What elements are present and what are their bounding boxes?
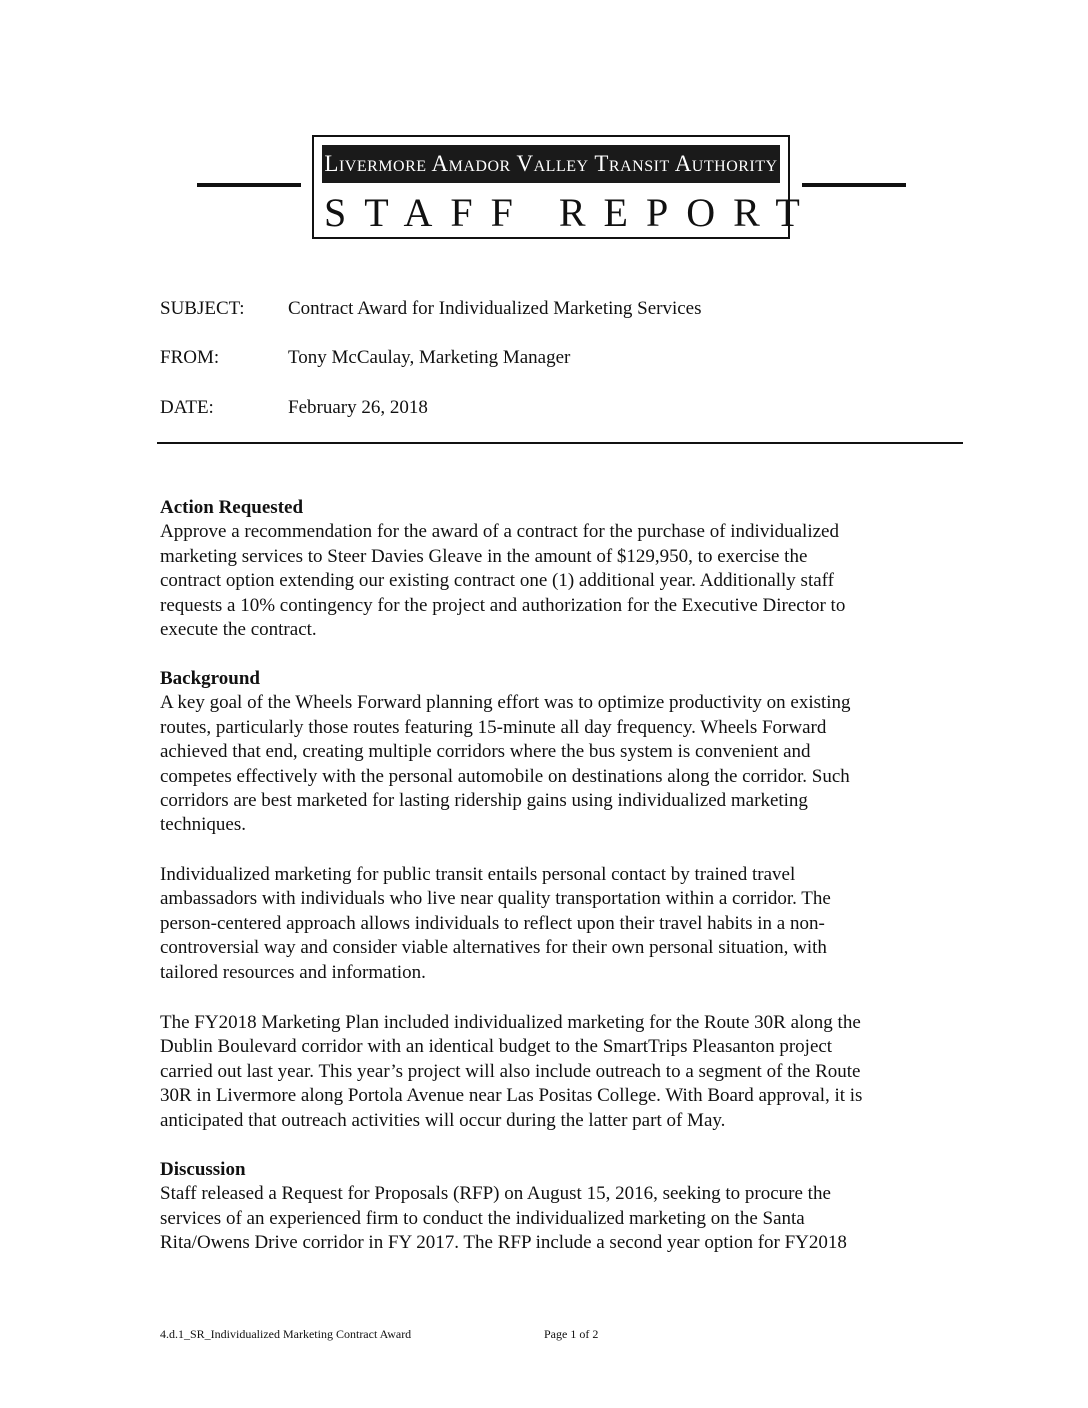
paragraph-line: corridors are best marketed for lasting ridership gains using individualized marketing <box>160 790 808 812</box>
from-label: FROM: <box>160 347 220 368</box>
paragraph-line: services of an experienced firm to conduct the individualized marketing on the Santa <box>160 1207 805 1229</box>
paragraph-line: Dublin Boulevard corridor with an identical budget to the SmartTrips Pleasanton project <box>160 1036 833 1058</box>
subject-value: Contract Award for Individualized Marketing Services <box>288 298 702 319</box>
paragraph-line: ambassadors with individuals who live near quality transportation within a corridor. The <box>160 888 831 910</box>
paragraph-line: Staff released a Request for Proposals (RFP) on August 15, 2016, seeking to procure the <box>160 1183 831 1205</box>
from-value: Tony McCaulay, Marketing Manager <box>288 347 571 368</box>
date-value: February 26, 2018 <box>288 397 428 418</box>
paragraph-line: Approve a recommendation for the award of a contract for the purchase of individualized <box>160 521 839 543</box>
header-rule-right <box>802 183 906 187</box>
background-paragraph-2 <box>160 863 960 985</box>
paragraph-line: contract option extending our existing contract one (1) additional year. Additionally staff <box>160 570 834 592</box>
paragraph-line: person-centered approach allows individuals to reflect upon their travel habits in a non- <box>160 912 825 934</box>
organization-name: Livermore Amador Valley Transit Authority <box>322 145 780 183</box>
section-discussion <box>160 1158 960 1256</box>
memo-divider <box>157 442 963 444</box>
paragraph-line: Individualized marketing for public transit entails personal contact by trained travel <box>160 864 796 885</box>
paragraph-line: controversial way and consider viable alternatives for their own personal situation, with <box>160 937 827 959</box>
section-heading: Action Requested <box>160 497 304 518</box>
section-background <box>160 667 960 838</box>
subject-label: SUBJECT: <box>160 298 245 319</box>
paragraph-line: 30R in Livermore along Portola Avenue near Las Positas College. With Board approval, it is <box>160 1085 863 1107</box>
paragraph-line: requests a 10% contingency for the project and authorization for the Executive Director to <box>160 594 846 616</box>
paragraph-line: anticipated that outreach activities will occur during the latter part of May. <box>160 1109 726 1131</box>
report-title: STAFF REPORT <box>324 190 818 235</box>
paragraph-line: The FY2018 Marketing Plan included individualized marketing for the Route 30R along the <box>160 1012 861 1033</box>
paragraph-line: Rita/Owens Drive corridor in FY 2017. The RFP include a second year option for FY2018 <box>160 1232 847 1254</box>
paragraph-line: marketing services to Steer Davies Gleave in the amount of $129,950, to exercise the <box>160 545 808 567</box>
paragraph-line: techniques. <box>160 814 247 836</box>
footer-file-name: 4.d.1_SR_Individualized Marketing Contract Award <box>160 1327 412 1341</box>
background-paragraph-3 <box>160 1011 960 1133</box>
paragraph-line: carried out last year. This year’s project will also include outreach to a segment of the Route <box>160 1060 861 1082</box>
date-label: DATE: <box>160 397 214 418</box>
paragraph-line: A key goal of the Wheels Forward planning effort was to optimize productivity on existing <box>160 692 851 714</box>
paragraph-line: tailored resources and information. <box>160 961 426 983</box>
paragraph-line: competes effectively with the personal automobile on destinations along the corridor. Such <box>160 765 850 787</box>
section-heading: Background <box>160 668 260 689</box>
header-rule-left <box>197 183 301 187</box>
paragraph-line: execute the contract. <box>160 619 317 641</box>
section-action-requested <box>160 496 960 642</box>
staff-report-logo <box>312 135 818 239</box>
paragraph-line: routes, particularly those routes featuring 15-minute all day frequency. Wheels Forward <box>160 716 827 738</box>
footer-page-number: Page 1 of 2 <box>544 1327 599 1341</box>
paragraph-line: achieved that end, creating multiple corridors where the bus system is convenient and <box>160 741 811 763</box>
section-heading: Discussion <box>160 1159 246 1180</box>
